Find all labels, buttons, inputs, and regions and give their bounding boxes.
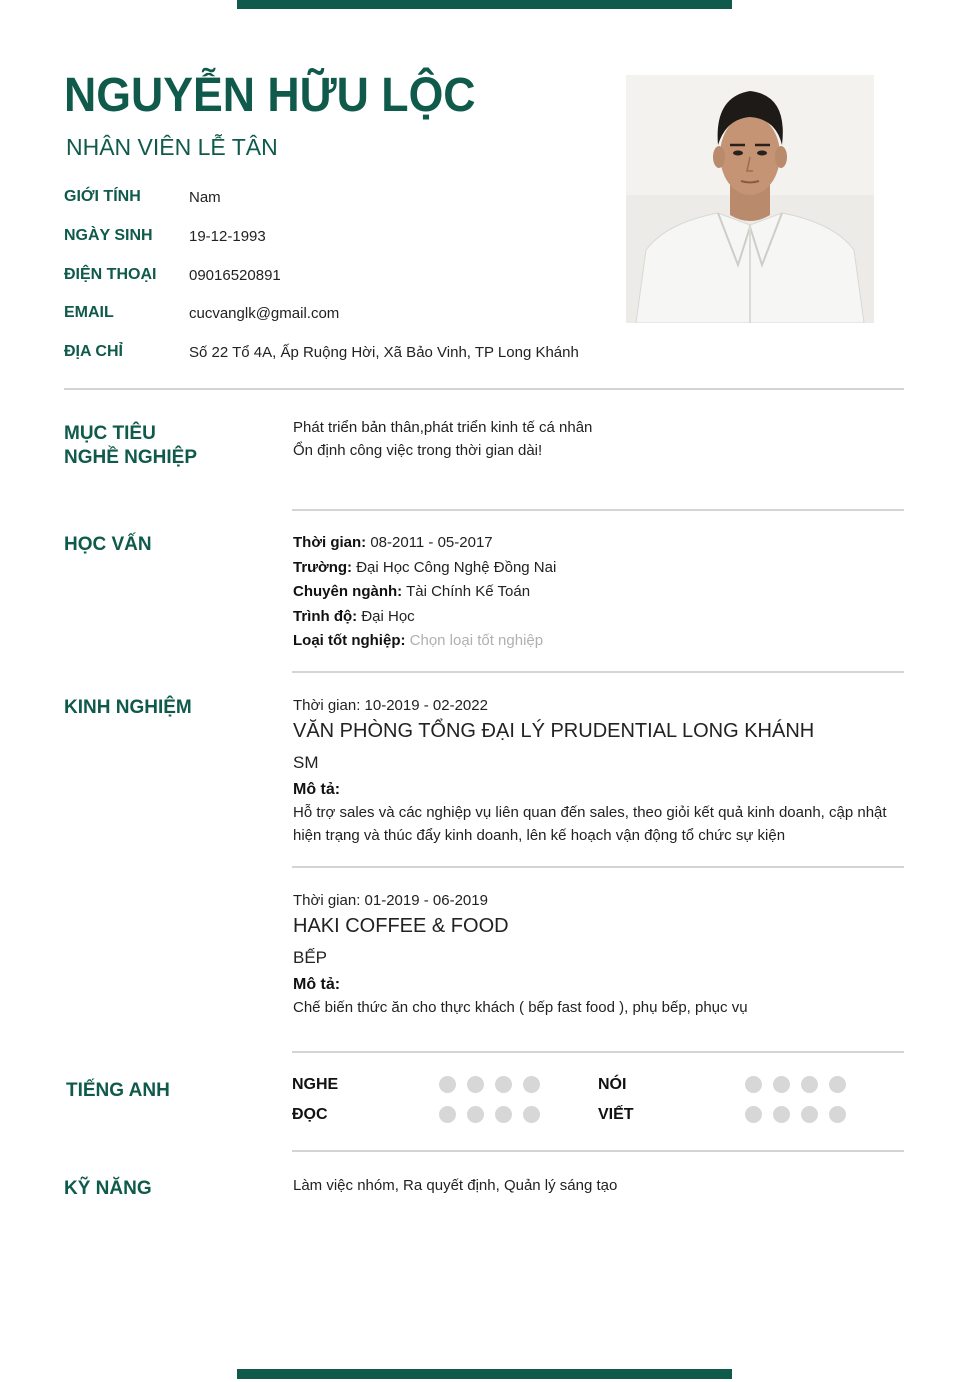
objective-line: Ổn định công việc trong thời gian dài!	[293, 442, 543, 459]
info-row-email	[64, 304, 664, 326]
education-level: Trình độ: Đại Học	[293, 607, 415, 625]
skill-rating-speak	[745, 1076, 857, 1094]
skill-rating-read	[439, 1106, 551, 1124]
section-title-experience: KINH NGHIỆM	[64, 697, 192, 718]
section-title-english: TIẾNG ANH	[66, 1080, 170, 1101]
top-accent-bar	[237, 0, 732, 9]
section-title-education: HỌC VẤN	[64, 534, 152, 555]
divider	[64, 388, 904, 390]
rating-dot	[801, 1106, 818, 1123]
skill-rating-write	[745, 1106, 857, 1124]
english-skill-label: NÓI	[598, 1076, 627, 1093]
objective-line: Phát triển bản thân,phát triển kinh tế cá nhân	[293, 419, 593, 436]
english-skill-label: VIẾT	[598, 1106, 634, 1123]
rating-dot	[745, 1106, 762, 1123]
info-value: Số 22 Tổ 4A, Ấp Ruộng Hời, Xã Bảo Vinh, TP Long Khánh	[189, 344, 579, 361]
objective-text	[293, 416, 592, 462]
education-major: Chuyên ngành: Tài Chính Kế Toán	[293, 583, 531, 600]
info-value: Nam	[189, 189, 221, 206]
english-skill-label: NGHE	[292, 1076, 339, 1093]
education-time: Thời gian: 08-2011 - 05-2017	[293, 534, 493, 551]
education-school: Trường: Đại Học Công Nghệ Đồng Nai	[293, 558, 557, 576]
rating-dot	[439, 1106, 456, 1123]
rating-dot	[829, 1076, 846, 1093]
education-grade: Loại tốt nghiệp: Chọn loại tốt nghiệp	[293, 632, 544, 649]
divider	[292, 1051, 904, 1053]
experience-desc: Chế biến thức ăn cho thực khách ( bếp fast food ), phụ bếp, phục vụ	[293, 999, 748, 1016]
info-label: ĐIỆN THOẠI	[64, 266, 157, 283]
skills-text: Làm việc nhóm, Ra quyết định, Quản lý sáng tạo	[293, 1177, 618, 1194]
info-label: GIỚI TÍNH	[64, 188, 141, 205]
rating-dot	[495, 1106, 512, 1123]
rating-dot	[829, 1106, 846, 1123]
job-position: NHÂN VIÊN LỄ TÂN	[66, 134, 278, 160]
rating-dot	[773, 1106, 790, 1123]
rating-dot	[745, 1076, 762, 1093]
info-row-gender	[64, 188, 664, 210]
info-value: cucvanglk@gmail.com	[189, 305, 340, 322]
english-skill-label: ĐỌC	[292, 1106, 328, 1123]
divider	[292, 866, 904, 868]
divider	[292, 509, 904, 511]
education-details	[293, 531, 556, 654]
rating-dot	[523, 1076, 540, 1093]
section-title-objective	[64, 422, 197, 470]
experience-time: Thời gian: 01-2019 - 06-2019	[293, 892, 488, 909]
rating-dot	[495, 1076, 512, 1093]
experience-desc-label: Mô tả:	[293, 976, 341, 993]
info-label: EMAIL	[64, 304, 114, 321]
bottom-accent-bar	[237, 1369, 732, 1379]
info-value: 09016520891	[189, 267, 281, 284]
experience-desc: Hỗ trợ sales và các nghiệp vụ liên quan đến sales, theo giỏi kết quả kinh doanh, cập nhật hiện trạng và thúc đẩy kinh doanh, lên kế hoạch vận động tổ chức sự kiện	[293, 804, 887, 844]
section-title-line: MỤC TIÊU	[64, 423, 156, 444]
info-value: 19-12-1993	[189, 228, 266, 245]
rating-dot	[467, 1076, 484, 1093]
experience-company: HAKI COFFEE & FOOD	[293, 915, 509, 937]
rating-dot	[523, 1106, 540, 1123]
divider	[292, 1150, 904, 1152]
info-row-address	[64, 343, 664, 365]
skill-rating-listen	[439, 1076, 551, 1094]
info-label: ĐỊA CHỈ	[64, 343, 123, 360]
divider	[292, 671, 904, 673]
info-label: NGÀY SINH	[64, 227, 153, 244]
rating-dot	[801, 1076, 818, 1093]
experience-desc-label: Mô tả:	[293, 781, 341, 798]
info-row-phone	[64, 266, 664, 288]
section-title-skills: KỸ NĂNG	[64, 1178, 152, 1199]
info-row-birthdate	[64, 227, 664, 249]
rating-dot	[773, 1076, 790, 1093]
experience-role: BẾP	[293, 948, 328, 967]
section-title-line: NGHỀ NGHIỆP	[64, 447, 198, 468]
experience-role: SM	[293, 753, 319, 772]
candidate-name: NGUYỄN HỮU LỘC	[64, 69, 476, 122]
rating-dot	[467, 1106, 484, 1123]
experience-company: VĂN PHÒNG TỔNG ĐẠI LÝ PRUDENTIAL LONG KHÁNH	[293, 720, 815, 742]
experience-time: Thời gian: 10-2019 - 02-2022	[293, 697, 488, 714]
rating-dot	[439, 1076, 456, 1093]
